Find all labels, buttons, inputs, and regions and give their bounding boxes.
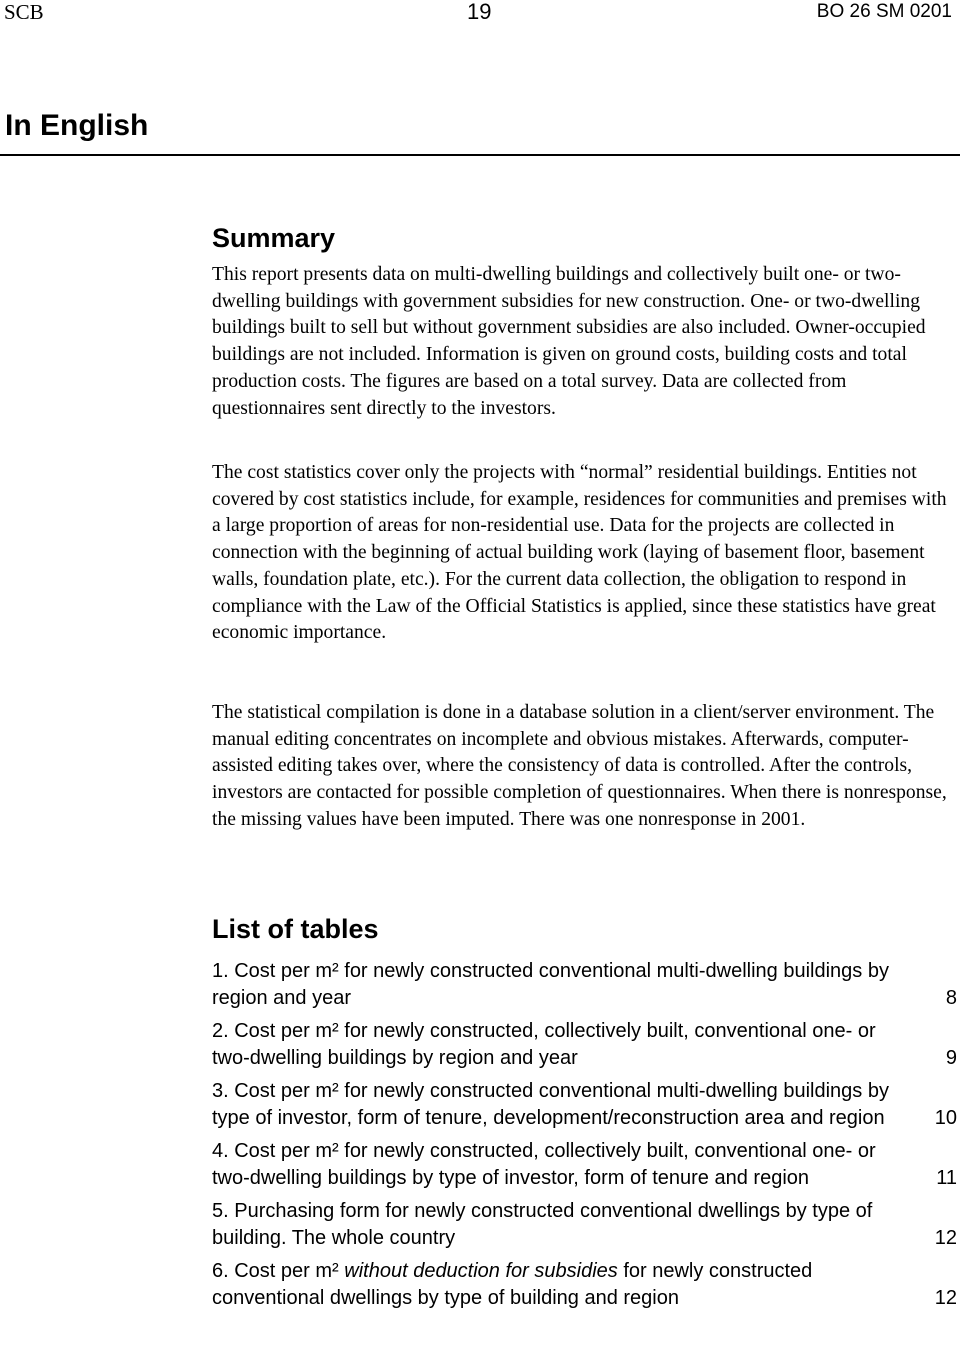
page-title: In English — [5, 109, 149, 142]
table-entry-title-italic: without deduction for subsidies — [344, 1260, 618, 1282]
summary-text: The cost statistics cover only the projects with “normal” residential buildings. Entities not covered by cost statistics include, for example, residences for communities and premises with a large proportion of areas for non-residential use. Data for the projects are collected in connection with the beginning of actual building work (laying of basement floor, basement walls, foundation plate, etc.). For the current data collection, the obligation to respond in compliance with the Law of the Official Statistics is applied, since these statistics have great economic importance. — [212, 462, 947, 644]
page-number: 19 — [467, 0, 492, 24]
document-code: BO 26 SM 0201 — [816, 1, 952, 22]
table-entry[interactable] — [212, 1258, 957, 1312]
title-rule — [0, 154, 960, 156]
table-entry[interactable] — [212, 958, 957, 1012]
table-entry-page: 11 — [936, 1167, 957, 1189]
table-entry-title: 2. Cost per m² for newly constructed, collectively built, conventional one- or two-dwelling buildings by region and year — [212, 1020, 876, 1069]
table-entry-title-start: 6. Cost per m² — [212, 1260, 345, 1282]
summary-text: The statistical compilation is done in a database solution in a client/server environment. The manual editing concentrates on incomplete and obvious mistakes. Afterwards, computer-assisted editing takes over, where the consistency of data is controlled. After the controls, investors are contacted for possible completion of questionnaires. When there is nonresponse, the missing values have been imputed. There was one nonresponse in 2001. — [212, 702, 947, 830]
table-entry-page: 8 — [945, 987, 957, 1009]
summary-paragraph-1 — [212, 262, 954, 422]
table-entry-page: 9 — [945, 1047, 957, 1069]
summary-paragraph-3 — [212, 700, 954, 834]
table-entry[interactable] — [212, 1198, 957, 1252]
table-entry[interactable] — [212, 1078, 957, 1132]
summary-heading: Summary — [212, 223, 336, 253]
summary-text: This report presents data on multi-dwelling buildings and collectively built one- or two-dwelling buildings with government subsidies for new construction. One- or two-dwelling buildings built to sell but without government subsidies are also included. Owner-occupied buildings are not included. Information is given on ground costs, building costs and total production costs. The figures are based on a total survey. Data are collected from questionnaires sent directly to the investors. — [212, 264, 926, 419]
table-entry-title: 4. Cost per m² for newly constructed, collectively built, conventional one- or two-dwelling buildings by type of investor, form of tenure and region — [212, 1140, 876, 1189]
list-of-tables-heading: List of tables — [212, 914, 379, 944]
table-entry-page: 10 — [934, 1107, 957, 1129]
table-entry-title-end: for newly constructed conventional dwellings by type of building and region — [212, 1260, 813, 1309]
table-entry-page: 12 — [934, 1287, 957, 1309]
table-entry[interactable] — [212, 1138, 957, 1192]
table-list — [212, 958, 957, 1318]
table-entry-title: 3. Cost per m² for newly constructed conventional multi-dwelling buildings by type of investor, form of tenure, development/reconstruction area and region — [212, 1080, 889, 1129]
table-entry[interactable] — [212, 1018, 957, 1072]
table-entry-page: 12 — [934, 1227, 957, 1249]
header-org: SCB — [4, 0, 44, 24]
summary-paragraph-2 — [212, 460, 954, 647]
table-entry-title: 5. Purchasing form for newly constructed conventional dwellings by type of building. The whole country — [212, 1200, 873, 1249]
table-entry-title: 1. Cost per m² for newly constructed conventional multi-dwelling buildings by region and year — [212, 960, 889, 1009]
